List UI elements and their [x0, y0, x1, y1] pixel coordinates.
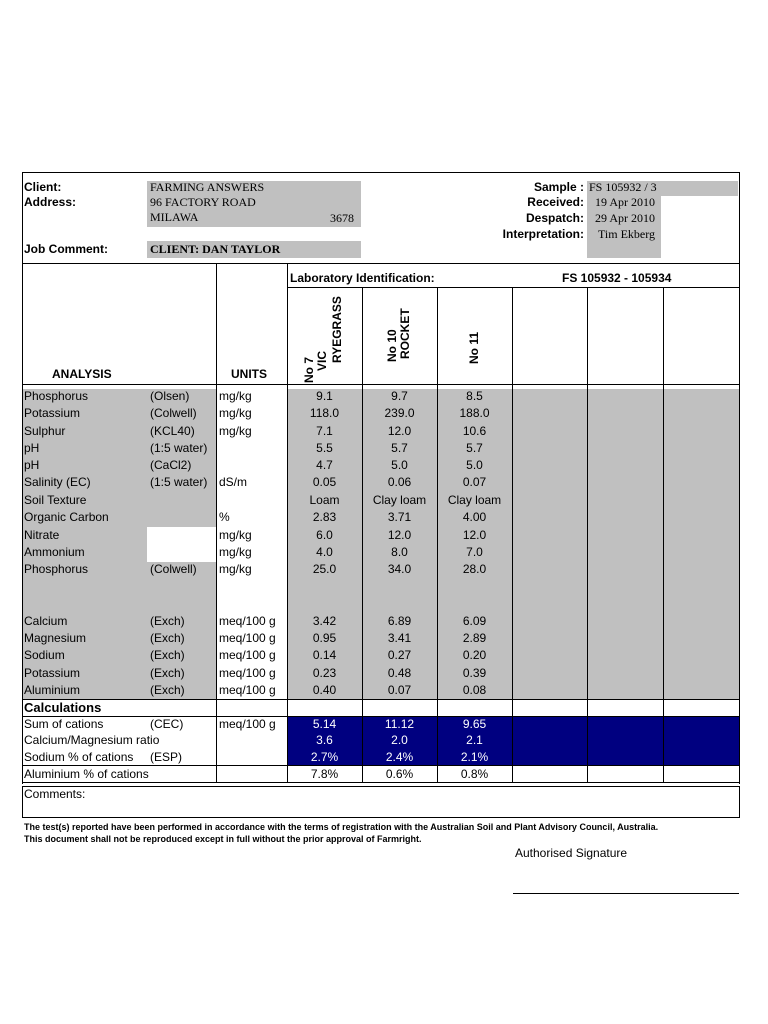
- sample-1-value: 3.6: [316, 733, 333, 747]
- sample-1-value: 118.0: [309, 406, 340, 420]
- sample-3-value: 0.8%: [460, 767, 489, 781]
- sample-2-value: 5.7: [391, 441, 408, 455]
- analysis-name: Sodium: [24, 648, 65, 662]
- calc-method: (ESP): [150, 750, 183, 764]
- client-label: Client:: [24, 180, 62, 194]
- lab-id-label: Laboratory Identification:: [290, 271, 435, 285]
- sample-2-line2: ROCKET: [398, 308, 412, 359]
- analysis-name: Salinity (EC): [24, 475, 91, 489]
- analysis-unit: mg/kg: [219, 562, 252, 576]
- analysis-unit: dS/m: [219, 475, 248, 489]
- analysis-name: Potassium: [24, 406, 81, 420]
- analysis-method: (Exch): [150, 614, 185, 628]
- sample-1-value: Loam: [309, 493, 340, 507]
- calculations-label: Calculations: [24, 700, 102, 715]
- sample-3-value: 0.39: [462, 666, 487, 680]
- disclaimer-line2: This document shall not be reproduced except in full without the prior approval of Farmright.: [24, 834, 422, 844]
- sample-3-value: 5.0: [466, 458, 483, 472]
- sample-1-value: 0.05: [312, 475, 337, 489]
- analysis-unit: mg/kg: [219, 528, 252, 542]
- sample-2-value: 12.0: [387, 424, 412, 438]
- sample-3-value: 9.65: [462, 717, 487, 731]
- sample-1-value: 0.40: [312, 683, 337, 697]
- sample-1-value: 3.42: [312, 614, 337, 628]
- analysis-method: (CaCl2): [150, 458, 192, 472]
- analysis-unit: mg/kg: [219, 406, 252, 420]
- analysis-method: (Colwell): [150, 406, 197, 420]
- calc-name: Sodium % of cations: [24, 750, 134, 764]
- job-comment-value: CLIENT: DAN TAYLOR: [150, 242, 281, 256]
- analysis-name: Magnesium: [24, 631, 87, 645]
- sample-1-value: 5.5: [316, 441, 333, 455]
- analysis-name: pH: [24, 458, 40, 472]
- sample-3-value: 6.09: [462, 614, 487, 628]
- analysis-method: (Exch): [150, 666, 185, 680]
- sample-1-value: 4.0: [316, 545, 333, 559]
- analysis-method: (Olsen): [150, 389, 190, 403]
- sample-2-value: Clay loam: [372, 493, 427, 507]
- sample-2-value: 6.89: [387, 614, 412, 628]
- interpretation-value: Tim Ekberg: [598, 227, 656, 241]
- sample-2-value: 12.0: [387, 528, 412, 542]
- sample-3-value: 12.0: [462, 528, 487, 542]
- analysis-name: Nitrate: [24, 528, 60, 542]
- analysis-name: Aluminium: [24, 683, 81, 697]
- sample-value: FS 105932 / 3: [589, 180, 657, 194]
- analysis-unit: meq/100 g: [219, 614, 276, 628]
- sample-2-value: 3.41: [387, 631, 412, 645]
- sample-3-value: 5.7: [466, 441, 483, 455]
- sample-2-value: 9.7: [391, 389, 408, 403]
- analysis-name: Phosphorus: [24, 389, 89, 403]
- analysis-unit: meq/100 g: [219, 666, 276, 680]
- analysis-unit: meq/100 g: [219, 648, 276, 662]
- sample-1-value: 9.1: [316, 389, 333, 403]
- sample-2-value: 0.48: [387, 666, 412, 680]
- received-value: 19 Apr 2010: [595, 195, 655, 209]
- sample-1-line2: VIC: [315, 350, 329, 371]
- sample-3-value: 4.00: [462, 510, 487, 524]
- analysis-header: ANALYSIS: [52, 367, 112, 381]
- sample-2-value: 8.0: [391, 545, 408, 559]
- sample-3-value: 0.08: [462, 683, 487, 697]
- sample-1-line3: RYEGRASS: [330, 296, 344, 363]
- sample-label: Sample :: [533, 180, 584, 194]
- despatch-value: 29 Apr 2010: [595, 211, 655, 225]
- sample-3-line1: No 11: [467, 331, 481, 364]
- received-label: Received:: [527, 195, 584, 209]
- analysis-method: (Exch): [150, 648, 185, 662]
- sample-3-value: Clay loam: [447, 493, 502, 507]
- calc-name: Calcium/Magnesium ratio: [24, 733, 160, 747]
- job-comment-label: Job Comment:: [24, 242, 108, 256]
- sample-2-value: 0.06: [387, 475, 412, 489]
- sample-2-value: 0.07: [387, 683, 412, 697]
- signature-label: Authorised Signature: [515, 846, 628, 860]
- sample-2-value: 3.71: [387, 510, 412, 524]
- units-header: UNITS: [231, 367, 267, 381]
- analysis-unit: mg/kg: [219, 545, 252, 559]
- sample-1-value: 5.14: [312, 717, 337, 731]
- analysis-unit: meq/100 g: [219, 683, 276, 697]
- calc-unit: meq/100 g: [219, 717, 276, 731]
- sample-3-value: 7.0: [466, 545, 483, 559]
- client-value: FARMING ANSWERS: [150, 180, 265, 194]
- sample-3-value: 0.20: [462, 648, 487, 662]
- analysis-unit: mg/kg: [219, 424, 252, 438]
- analysis-method: (1:5 water): [150, 441, 208, 455]
- sample-1-value: 7.1: [316, 424, 333, 438]
- sample-1-value: 2.83: [312, 510, 337, 524]
- analysis-name: Organic Carbon: [24, 510, 109, 524]
- sample-3-value: 8.5: [466, 389, 483, 403]
- analysis-name: pH: [24, 441, 40, 455]
- analysis-name: Potassium: [24, 666, 81, 680]
- sample-3-value: 188.0: [459, 406, 490, 420]
- analysis-name: Phosphorus: [24, 562, 89, 576]
- address-line2: MILAWA: [150, 210, 199, 224]
- lab-id-range: FS 105932 - 105934: [562, 271, 672, 285]
- sample-1-value: 0.95: [312, 631, 337, 645]
- despatch-label: Despatch:: [525, 211, 584, 225]
- sample-1-value: 2.7%: [310, 750, 339, 764]
- sample-1-value: 25.0: [312, 562, 337, 576]
- analysis-name: Soil Texture: [24, 493, 87, 507]
- analysis-method: (Exch): [150, 683, 185, 697]
- sample-1-value: 0.23: [312, 666, 337, 680]
- interpretation-label: Interpretation:: [502, 227, 584, 241]
- sample-3-value: 28.0: [462, 562, 487, 576]
- analysis-unit: mg/kg: [219, 389, 252, 403]
- signature-line: [513, 893, 739, 894]
- sample-2-value: 5.0: [391, 458, 408, 472]
- sample-3-value: 2.89: [462, 631, 487, 645]
- sample-1-value: 6.0: [316, 528, 333, 542]
- analysis-unit: meq/100 g: [219, 631, 276, 645]
- sample-2-value: 11.12: [384, 717, 415, 731]
- sample-2-line1: No 10: [385, 329, 399, 362]
- analysis-method: (KCL40): [150, 424, 195, 438]
- disclaimer-line1: The test(s) reported have been performed in accordance with the terms of registration with the Australian Soil and Plant Advisory Council, Australia.: [24, 822, 659, 832]
- sample-2-value: 2.0: [391, 733, 408, 747]
- sample-1-value: 4.7: [316, 458, 333, 472]
- analysis-unit: %: [219, 510, 230, 524]
- analysis-name: Ammonium: [24, 545, 85, 559]
- sample-2-value: 0.6%: [385, 767, 414, 781]
- sample-1-value: 0.14: [312, 648, 337, 662]
- calc-name: Sum of cations: [24, 717, 104, 731]
- calc-method: (CEC): [150, 717, 184, 731]
- sample-3-value: 10.6: [462, 424, 487, 438]
- postcode: 3678: [330, 211, 354, 225]
- sample-2-value: 239.0: [384, 406, 415, 420]
- calc-name: Aluminium % of cations: [24, 767, 149, 781]
- sample-3-value: 0.07: [462, 475, 487, 489]
- sample-1-line1: No 7: [302, 356, 316, 383]
- address-label: Address:: [24, 195, 77, 209]
- sample-2-value: 34.0: [387, 562, 412, 576]
- sample-2-value: 0.27: [387, 648, 412, 662]
- analysis-method: (Colwell): [150, 562, 197, 576]
- sample-3-value: 2.1: [466, 733, 483, 747]
- comments-label: Comments:: [24, 787, 86, 801]
- analysis-name: Calcium: [24, 614, 68, 628]
- analysis-method: (1:5 water): [150, 475, 208, 489]
- address-line1: 96 FACTORY ROAD: [150, 195, 256, 209]
- sample-3-value: 2.1%: [460, 750, 489, 764]
- sample-2-value: 2.4%: [385, 750, 414, 764]
- comments-box: [22, 786, 740, 818]
- analysis-method: (Exch): [150, 631, 185, 645]
- analysis-name: Sulphur: [24, 424, 66, 438]
- sample-1-value: 7.8%: [310, 767, 339, 781]
